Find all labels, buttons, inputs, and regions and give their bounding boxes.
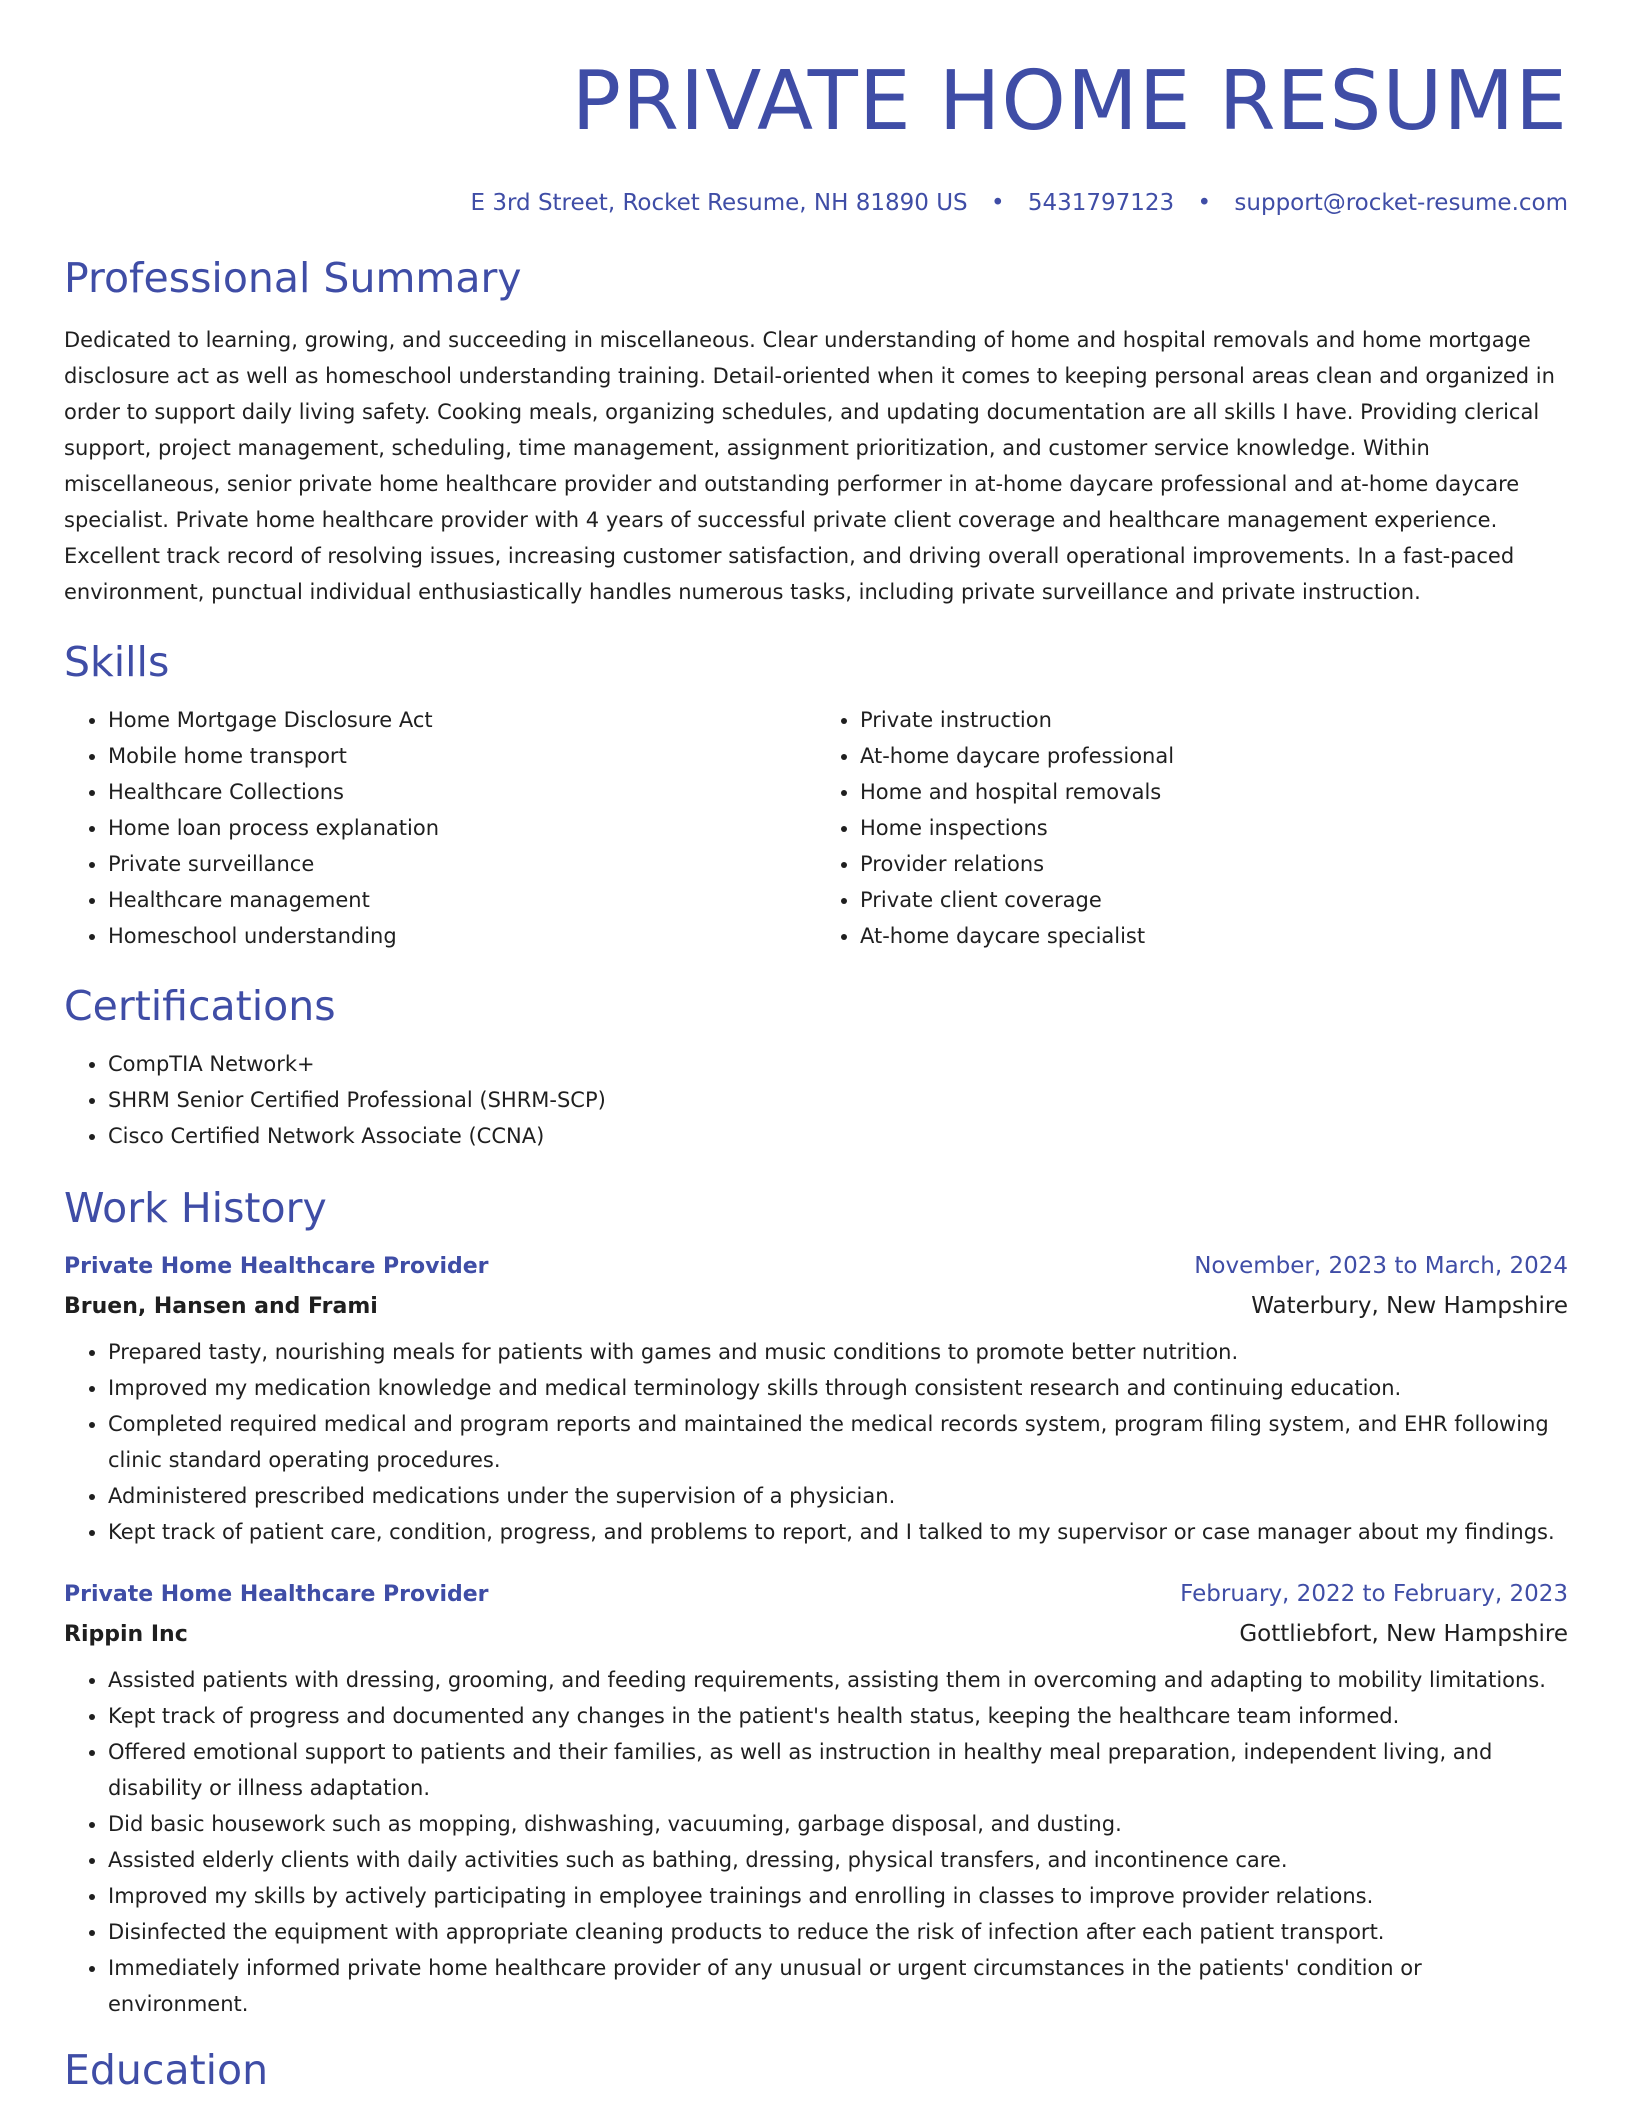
skill-item: • At-home daycare professional [860,738,1568,774]
skill-item: • Healthcare management [108,882,816,918]
summary-heading: Professional Summary [64,254,522,302]
skill-item: • Home loan process explanation [108,810,816,846]
certifications-list [64,1046,1568,1154]
contact-phone: 5431797123 [1027,190,1175,216]
contact-separator: • [990,190,1005,216]
job-title: Private Home Healthcare Provider [64,1582,489,1607]
summary-text: Dedicated to learning, growing, and succeeding in miscellaneous. Clear understanding of home and hospital removals and home mortgage disclosure act as well as homeschool understanding training. Detail-oriented when it comes to keeping personal areas clean and organized in order to support daily living safety. Cooking meals, organizing schedules, and updating documentation are all skills I have. Providing clerical support, project management, scheduling, time management, assignment prioritization, and customer service knowledge. Within miscellaneous, senior private home healthcare provider and outstanding performer in at-home daycare professional and at-home daycare specialist. Private home healthcare provider with 4 years of successful private client coverage and healthcare management experience. Excellent track record of resolving issues, increasing customer satisfaction, and driving overall operational improvements. In a fast-paced environment, punctual individual enthusiastically handles numerous tasks, including private surveillance and private instruction. [64,328,1555,604]
job-company-row [64,1285,1568,1328]
skill-item: • Provider relations [860,846,1568,882]
skills-grid [64,702,1568,954]
duty-item: • Administered prescribed medications under the supervision of a physician. [108,1478,1568,1514]
skills-column-right [816,702,1568,954]
duty-item: • Completed required medical and program reports and maintained the medical records system, program filing system, and EHR following clinic standard operating procedures. [108,1406,1568,1478]
skills-heading: Skills [64,638,170,686]
job-company-row [64,1613,1568,1656]
job-company: Bruen, Hansen and Frami [64,1294,378,1319]
job-title-row [64,1248,1568,1285]
contact-address: E 3rd Street, Rocket Resume, NH 81890 US [470,190,968,216]
certifications-heading: Certifications [64,982,336,1030]
skill-item: • Healthcare Collections [108,774,816,810]
certification-item: • SHRM Senior Certified Professional (SHRM-SCP) [108,1082,1568,1118]
job-title-row [64,1576,1568,1613]
job-location: Waterbury, New Hampshire [1251,1293,1568,1319]
resume-name: PRIVATE HOME RESUME [571,54,1568,149]
education-heading: Education [64,2046,269,2094]
work-history-heading: Work History [64,1184,327,1232]
duty-item: • Assisted elderly clients with daily activities such as bathing, dressing, physical transfers, and incontinence care. [108,1842,1568,1878]
job-dates: February, 2022 to February, 2023 [1180,1581,1568,1607]
contact-email: support@rocket-resume.com [1234,190,1568,216]
job-location: Gottliebfort, New Hampshire [1239,1621,1568,1647]
contact-separator: • [1197,190,1212,216]
job-duties [64,1662,1568,2022]
job-title: Private Home Healthcare Provider [64,1254,489,1279]
job-entry [64,1576,1568,2022]
certification-item: • Cisco Certified Network Associate (CCNA) [108,1118,1568,1154]
skill-item: • Private surveillance [108,846,816,882]
duty-item: • Did basic housework such as mopping, dishwashing, vacuuming, garbage disposal, and dusting. [108,1806,1568,1842]
skill-item: • Home and hospital removals [860,774,1568,810]
skill-item: • Home inspections [860,810,1568,846]
skill-item: • Private client coverage [860,882,1568,918]
duty-item: • Improved my skills by actively participating in employee trainings and enrolling in classes to improve provider relations. [108,1878,1568,1914]
job-duties [64,1334,1568,1550]
duty-item: • Kept track of progress and documented any changes in the patient's health status, keeping the healthcare team informed. [108,1698,1568,1734]
contact-line [64,188,1568,218]
job-dates: November, 2023 to March, 2024 [1194,1253,1568,1279]
certification-item: • CompTIA Network+ [108,1046,1568,1082]
skill-item: • At-home daycare specialist [860,918,1568,954]
duty-item: • Kept track of patient care, condition, progress, and problems to report, and I talked to my supervisor or case manager about my findings. [108,1514,1568,1550]
skills-column-left [64,702,816,954]
duty-item: • Prepared tasty, nourishing meals for patients with games and music conditions to promote better nutrition. [108,1334,1568,1370]
duty-item: • Assisted patients with dressing, grooming, and feeding requirements, assisting them in overcoming and adapting to mobility limitations. [108,1662,1568,1698]
skill-item: • Mobile home transport [108,738,816,774]
duty-item: • Offered emotional support to patients and their families, as well as instruction in healthy meal preparation, independent living, and disability or illness adaptation. [108,1734,1568,1806]
skill-item: • Homeschool understanding [108,918,816,954]
duty-item: • Disinfected the equipment with appropriate cleaning products to reduce the risk of infection after each patient transport. [108,1914,1568,1950]
job-entry [64,1248,1568,1550]
duty-item: • Improved my medication knowledge and medical terminology skills through consistent research and continuing education. [108,1370,1568,1406]
skill-item: • Home Mortgage Disclosure Act [108,702,816,738]
skill-item: • Private instruction [860,702,1568,738]
job-company: Rippin Inc [64,1622,188,1647]
duty-item: • Immediately informed private home healthcare provider of any unusual or urgent circumstances in the patients' condition or environment. [108,1950,1568,2022]
